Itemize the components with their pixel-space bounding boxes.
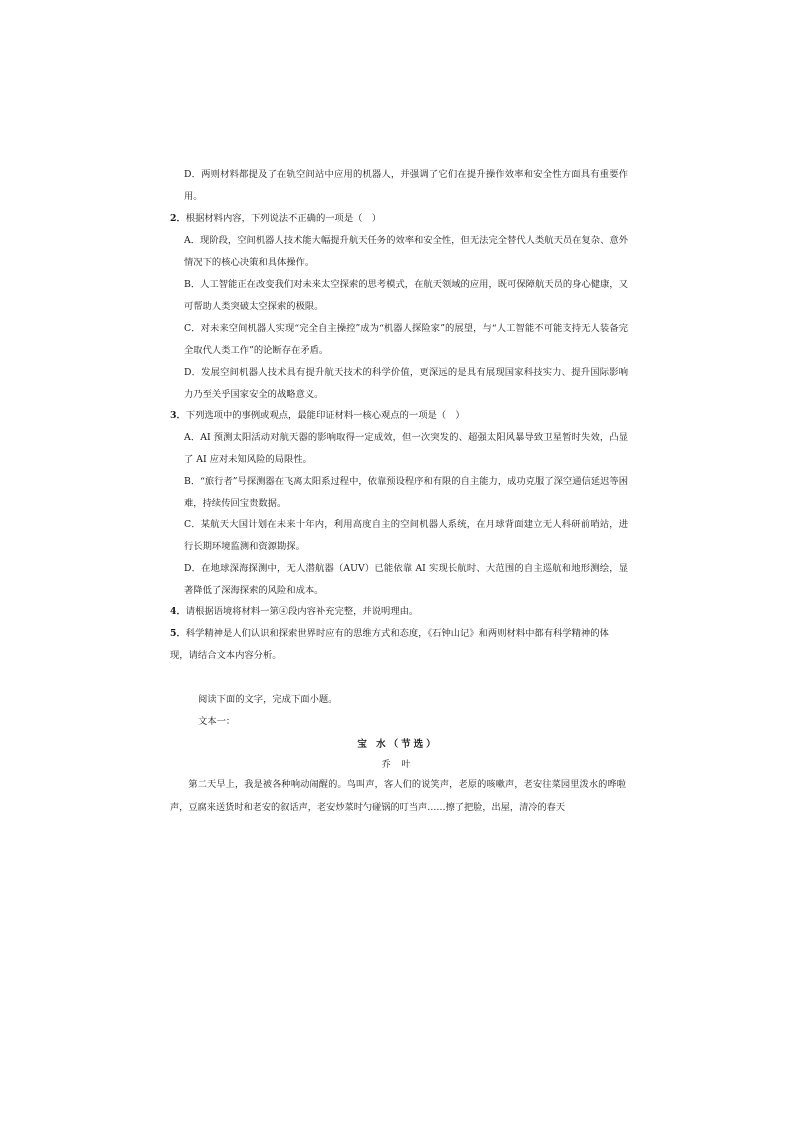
question-3-stem: 下列选项中的事例或观点，最能印证材料一核心观点的一项是（ ）	[185, 410, 465, 421]
reading-instruction: 阅读下面的文字，完成下面小题。	[198, 694, 338, 705]
article-paragraph: 第二天早上，我是被各种响动闹醒的。鸟叫声，客人们的说笑声，老原的咳嗽声，老安往菜园里泼水的哗啦声，豆腐来送货时和老安的叙话声，老安炒菜时勺碰锅的叮当声……擦了把脸，出屋，清冷的春天	[170, 779, 626, 813]
article-author: 乔 叶	[381, 760, 415, 770]
question-2	[170, 208, 626, 230]
article-title: 宝 水（节选）	[357, 739, 439, 750]
question-3-number: 3．	[170, 410, 186, 421]
q3-option-d: D．在地球深海探测中，无人潜航器（AUV）已能依靠 AI 实现长航时、大范围的自主巡航和地形测绘，显著降低了深海探索的风险和成本。	[184, 563, 628, 596]
text-one-label: 文本一：	[198, 716, 236, 727]
question-2-stem: 根据材料内容，下列说法不正确的一项是（ ）	[185, 213, 382, 224]
question-3	[170, 405, 626, 427]
question-4	[170, 601, 626, 623]
question-2-number: 2．	[170, 213, 186, 224]
q3-option-b: B．“旅行者”号探测器在飞离太阳系过程中，依靠预设程序和有限的自主能力，成功克服了深空通信延迟等困难，持续传回宝贵数据。	[184, 476, 628, 509]
q1-option-d: D．两则材料都提及了在轨空间站中应用的机器人，并强调了它们在提升操作效率和安全性方面具有重要作用。	[184, 169, 628, 202]
question-5	[170, 623, 626, 667]
q2-option-c: C．对未来空间机器人实现“完全自主操控”成为“机器人探险家”的展望，与“人工智能不可能支持无人装备完全取代人类工作”的论断存在矛盾。	[184, 323, 628, 356]
question-4-stem: 请根据语境将材料一第④段内容补充完整，并说明理由。	[185, 606, 419, 617]
q2-option-a: A．现阶段，空间机器人技术能大幅提升航天任务的效率和安全性，但无法完全替代人类航天员在复杂、意外情况下的核心决策和具体操作。	[184, 235, 628, 268]
q2-option-d: D．发展空间机器人技术具有提升航天技术的科学价值，更深远的是具有展现国家科技实力、提升国际影响力乃至关乎国家安全的战略意义。	[184, 367, 628, 400]
q3-option-c: C．某航天大国计划在未来十年内，利用高度自主的空间机器人系统，在月球背面建立无人科研前哨站，进行长期环境监测和资源勘探。	[184, 519, 628, 552]
q3-option-a: A．AI 预测太阳活动对航天器的影响取得一定成效，但一次突发的、超强太阳风暴导致卫星暂时失效，凸显了 AI 应对未知风险的局限性。	[184, 432, 628, 465]
q2-option-b: B．人工智能正在改变我们对未来太空探索的思考模式，在航天领域的应用，既可保障航天员的身心健康，又可帮助人类突破太空探索的极限。	[184, 279, 628, 312]
question-5-number: 5．	[170, 628, 186, 639]
question-5-stem: 科学精神是人们认识和探索世界时应有的思维方式和态度，《石钟山记》和两则材料中都有科学精神的体现，请结合文本内容分析。	[170, 628, 609, 661]
question-4-number: 4．	[170, 606, 186, 617]
